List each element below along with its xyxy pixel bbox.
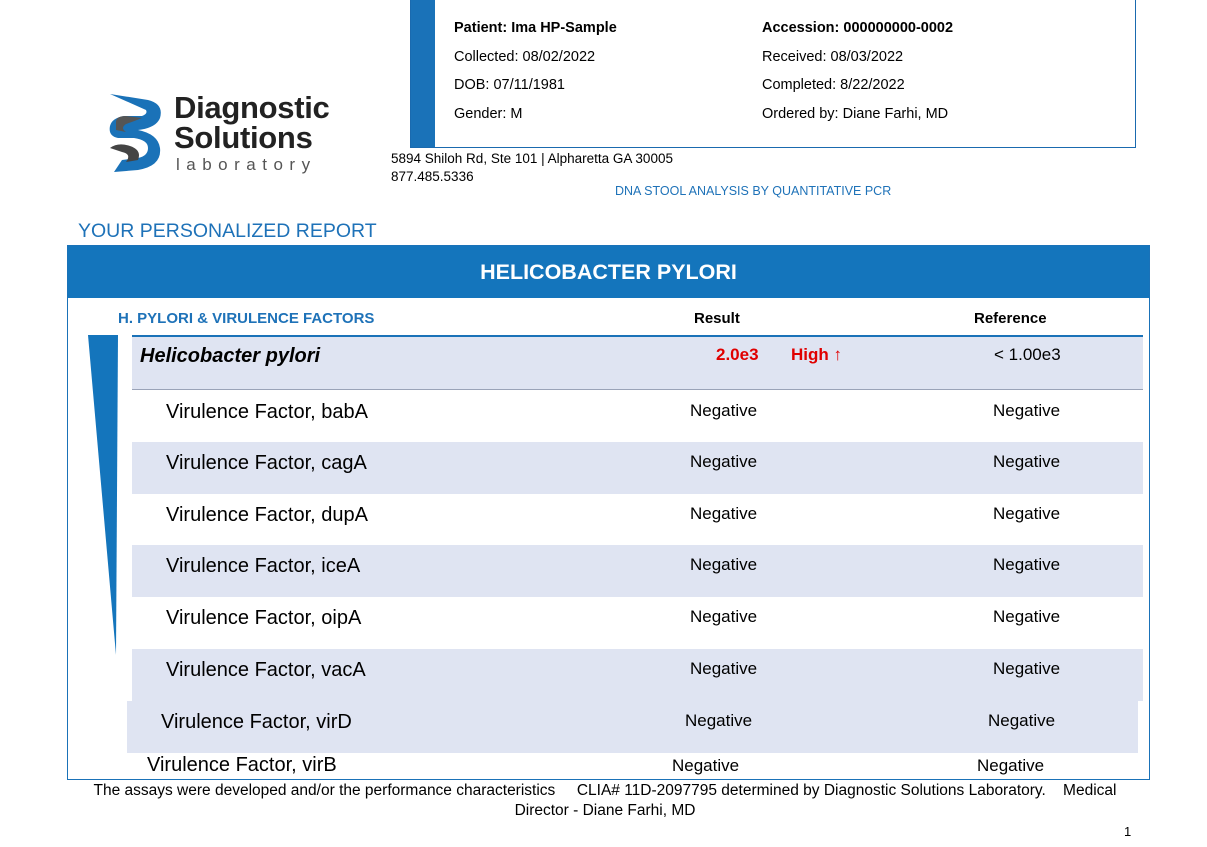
virulence-factor-name: Virulence Factor, oipA: [166, 607, 362, 629]
virulence-factor-name: Virulence Factor, babA: [166, 401, 368, 423]
table-row: [132, 649, 1143, 701]
result-value: Negative: [690, 504, 758, 523]
table-row: [132, 442, 1143, 494]
virulence-factor-name: Virulence Factor, cagA: [166, 452, 367, 474]
result-value: Negative: [690, 607, 758, 626]
result-column-header: Result: [694, 310, 740, 327]
dob: DOB: 07/11/1981: [454, 77, 565, 93]
group-label: H. PYLORI & VIRULENCE FACTORS: [118, 310, 375, 327]
address-line: 5894 Shiloh Rd, Ste 101 | Alpharetta GA 30005: [391, 151, 673, 166]
virulence-factor-name: Virulence Factor, vacA: [166, 659, 366, 681]
collected-date: Collected: 08/02/2022: [454, 49, 596, 65]
organism-name: Helicobacter pylori: [140, 345, 321, 367]
page-number: 1: [1124, 824, 1132, 839]
ds-logo-icon: [108, 92, 168, 174]
footer-disclaimer: [60, 781, 1150, 821]
organism-value: 2.0e3: [716, 345, 759, 364]
footer-line-1: The assays were developed and/or the performance characteristics CLIA# 11D-2097795 determined by Diagnostic Solutions Laboratory. Medical: [93, 782, 1117, 799]
result-value: Negative: [690, 401, 758, 420]
lab-address: [391, 150, 673, 186]
table-row-h-pylori: [132, 337, 1143, 390]
phone-line: 877.485.5336: [391, 169, 474, 184]
reference-value: Negative: [993, 555, 1061, 574]
wedge-decoration: [88, 335, 118, 655]
reference-value: Negative: [988, 711, 1056, 730]
reference-value: Negative: [993, 504, 1061, 523]
report-subtitle: DNA STOOL ANALYSIS BY QUANTITATIVE PCR: [615, 184, 892, 198]
reference-value: Negative: [993, 452, 1061, 471]
result-value: Negative: [690, 555, 758, 574]
reference-value: Negative: [993, 659, 1061, 678]
virulence-factor-name: Virulence Factor, dupA: [166, 504, 368, 526]
result-value: Negative: [690, 659, 758, 678]
footer-line-2: Director - Diane Farhi, MD: [514, 802, 696, 819]
results-panel: [67, 245, 1150, 780]
virulence-factor-name: Virulence Factor, virD: [161, 711, 352, 733]
result-value: Negative: [685, 711, 753, 730]
table-row: [132, 545, 1143, 597]
table-row: [132, 494, 1143, 546]
result-value: Negative: [672, 756, 740, 775]
patient-info-box: [410, 0, 1136, 148]
table-row: [127, 701, 1138, 753]
reference-column-header: Reference: [974, 310, 1047, 327]
reference-value: Negative: [993, 401, 1061, 420]
logo-text-diagnostic: Diagnostic: [174, 90, 330, 125]
accession-number: Accession: 000000000-0002: [762, 20, 954, 36]
completed-date: Completed: 8/22/2022: [762, 77, 905, 93]
reference-value: Negative: [993, 607, 1061, 626]
section-title: HELICOBACTER PYLORI: [68, 246, 1149, 298]
logo-text-laboratory: laboratory: [176, 155, 317, 174]
reference-value: Negative: [977, 756, 1045, 775]
personalized-report-heading: YOUR PERSONALIZED REPORT: [78, 220, 377, 242]
ordered-by: Ordered by: Diane Farhi, MD: [762, 106, 949, 122]
high-flag: High ↑: [791, 345, 842, 364]
gender: Gender: M: [454, 106, 523, 122]
table-row: [132, 597, 1143, 649]
patient-box-accent: [411, 0, 435, 147]
organism-reference: < 1.00e3: [994, 345, 1061, 364]
patient-name: Patient: Ima HP-Sample: [454, 20, 617, 36]
lab-logo: [108, 92, 373, 182]
result-value: Negative: [690, 452, 758, 471]
virulence-factor-name: Virulence Factor, iceA: [166, 555, 361, 577]
received-date: Received: 08/03/2022: [762, 49, 904, 65]
table-row: [113, 752, 1124, 782]
logo-text-solutions: Solutions: [174, 120, 313, 155]
table-row: [132, 391, 1143, 443]
virulence-factor-name: Virulence Factor, virB: [147, 754, 337, 776]
